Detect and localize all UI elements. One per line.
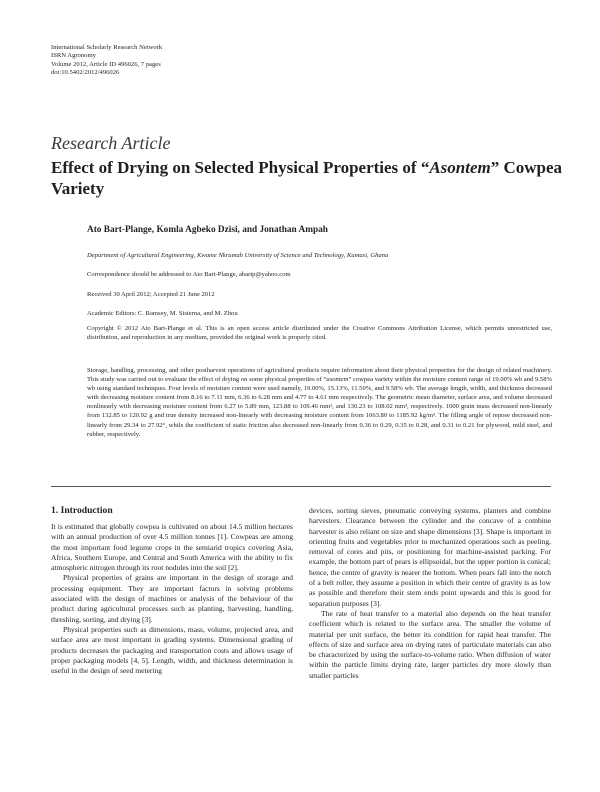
received-dates: Received 30 April 2012; Accepted 21 June 2012 bbox=[87, 291, 215, 298]
copyright-notice: Copyright © 2012 Ato Bart-Plange et al. This is an open access article distributed under the Creative Commons Attribution License, which permits unrestricted use, distribution, and reproduction in any medium, provided the original work is properly cited. bbox=[87, 325, 552, 341]
title-suffix: ” Cowpea Variety bbox=[51, 158, 563, 198]
section-heading: 1. Introduction bbox=[51, 505, 113, 516]
authors: Ato Bart-Plange, Komla Agbeko Dzisi, and Jonathan Ampah bbox=[87, 225, 328, 235]
journal-network: International Scholarly Research Network bbox=[51, 44, 163, 51]
right-column bbox=[309, 506, 551, 681]
abstract-part1: Storage, handling, processing, and other postharvest operations of agricultural products require information about their physical properties for the design of related machinery. This study was carried out to evaluate the effect of drying on some physical properties of “ bbox=[87, 367, 552, 384]
journal-volume: Volume 2012, Article ID 496026, 7 pages bbox=[51, 60, 161, 68]
section-divider bbox=[51, 486, 551, 487]
academic-editors: Academic Editors: C. Ramsey, M. Sisterna, and M. Zhou bbox=[87, 310, 238, 317]
abstract-part2: ” cowpea variety within the moisture content range of 19.00% wb and 9.58% wb using standard techniques. Four levels of moisture content were used namely, 19.00%, 15.13%, 11.50%, and 9.58% wb. The average length, width, and thickness decreased with decreasing moisture content from 8.16 to 7.11 mm, 6.36 to 6.28 mm and 4.77 to 4.61 mm respectively. The geometric mean diameter, surface area, and volume decreased nonlinearly with decreasing moisture content from 6.27 to 5.89 mm, 123.88 to 109.46 mm², and 130.23 to 108.02 mm³, respectively. 1000 grain mass decreased non-linearly from 132.85 to 120.92 g and true density increased non-linearly with decreasing moisture content from 1063.80 to 1185.92 kg/m³. The filling angle of repose decreased non-linearly from 29.34 to 27.92°, while the coefficient of static friction also decreased non-linearly from 0.36 to 0.29, 0.35 to 0.28, and 0.31 to 0.21 for plywood, mild steel, and rubber, respectively. bbox=[87, 376, 552, 438]
intro-paragraph-1: It is estimated that globally cowpea is cultivated on about 14.5 million hectares with an annual production of over 4.5 million tonnes [1]. Cowpeas are among the most important food legume crops in the semiarid tropics covering Asia, Africa, Southern Europe, and Central and South America with the ability to fix atmospheric nitrogen through its root nodules into the soil [2]. bbox=[51, 522, 293, 573]
abstract bbox=[87, 366, 552, 439]
intro-paragraph-2: Physical properties of grains are important in the design of storage and processing equipment. They are important factors in solving problems associated with the design of machines or analysis of the behaviour of the product during agricultural processes such as planting, harvesting, handling, threshing, sorting, and drying [3]. bbox=[51, 573, 293, 624]
article-type: Research Article bbox=[51, 133, 171, 153]
left-column bbox=[51, 505, 293, 676]
journal-name: ISRN Agronomy bbox=[51, 52, 96, 60]
affiliation: Department of Agricultural Engineering, Kwame Nkrumah University of Science and Technology, Kumasi, Ghana bbox=[87, 252, 389, 259]
title-italic: Asontem bbox=[429, 158, 491, 177]
title-prefix: Effect of Drying on Selected Physical Properties of “ bbox=[51, 158, 430, 177]
intro-paragraph-5: The rate of heat transfer to a material also depends on the heat transfer coefficient which is related to the surface area. The smaller the volume of material per unit surface, the better its condition for rapid heat transfer. The effects of size and surface area on drying rates of particulate materials can also be characterized by using the surface-to-volume ratio. When diffusion of water within the particle limits drying rate, larger particles dry more slowly than smaller particles bbox=[309, 608, 551, 680]
intro-paragraph-4: devices, sorting sieves, pneumatic conveying systems, planters and combine harvesters. Clearance between the cylinder and the concave of a combine harvester is also reliant on size and shape dimensions [3]. Shape is important in orienting fruits and vegetables prior to mechanized operations such as peeling, removal of cores and pits, or positioning for machine-assisted packing. For example, the bottom part of pears is ellipsoidal, but the upper portion is conical; hence, the centre of gravity is nearer the bottom. When pears fall into the notch of a belt roller, they assume a position in which their centre of gravity is as low as possible and therefore their stem ends point upwards and this is good for separation purposes [3]. bbox=[309, 506, 551, 608]
paper-title bbox=[51, 157, 571, 199]
intro-paragraph-3: Physical properties such as dimensions, mass, volume, projected area, and surface area are most important in grading systems. Dimensional grading of products decreases the packaging and transportation costs and allows usage of proper packaging models [4, 5]. Length, width, and thickness determination is useful in the design of seed metering bbox=[51, 624, 293, 676]
journal-info bbox=[51, 44, 162, 78]
correspondence: Correspondence should be addressed to Ato Bart-Plange, abartp@yahoo.com bbox=[87, 271, 291, 278]
journal-doi: doi:10.5402/2012/496026 bbox=[51, 69, 120, 77]
abstract-italic: asontem bbox=[326, 376, 349, 384]
